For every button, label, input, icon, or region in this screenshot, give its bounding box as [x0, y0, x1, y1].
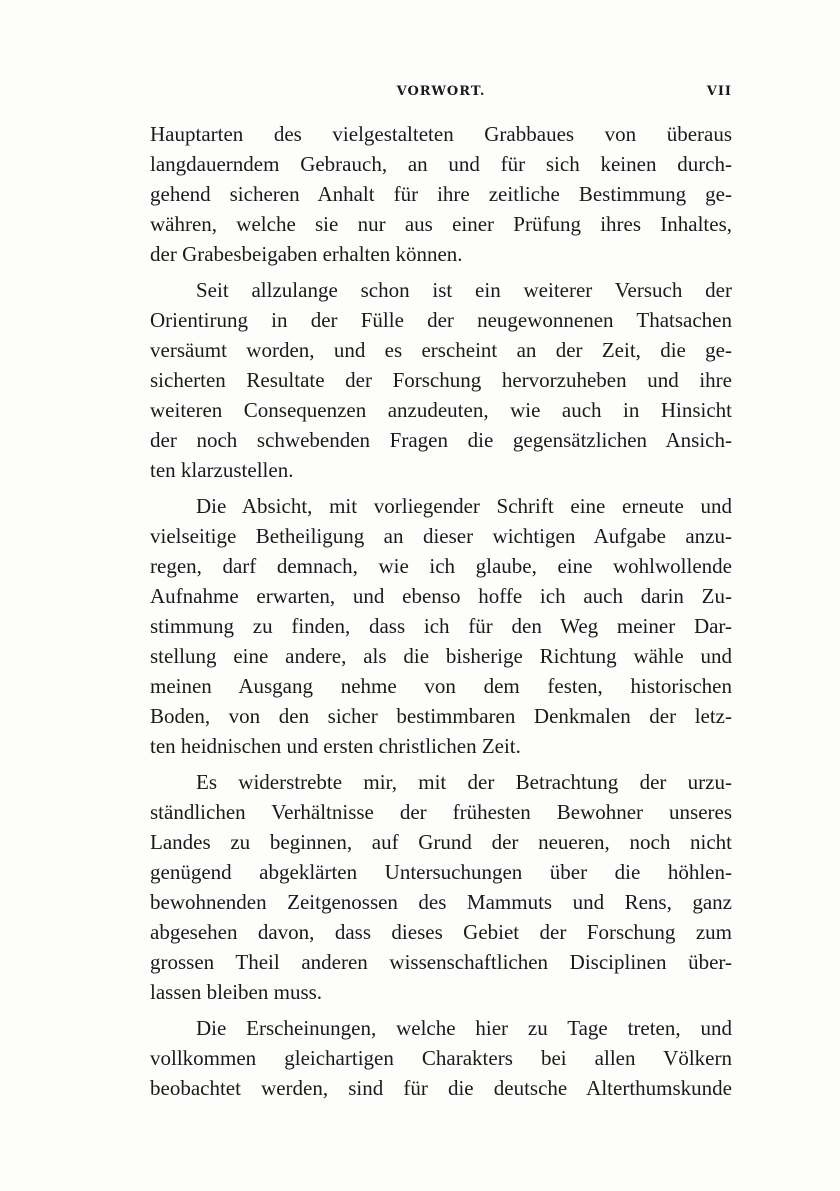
text-line: sicherten Resultate der Forschung hervorzuheben und ihre: [150, 368, 732, 392]
text-line: grossen Theil anderen wissenschaftlichen Disciplinen über-: [150, 950, 732, 974]
text-line: ten klarzustellen.: [150, 458, 294, 482]
text-line: Landes zu beginnen, auf Grund der neueren, noch nicht: [150, 830, 732, 854]
text-line: genügend abgeklärten Untersuchungen über die höhlen-: [150, 860, 732, 884]
running-header: [150, 84, 732, 106]
text-line: Boden, von den sicher bestimmbaren Denkmalen der letz-: [150, 704, 732, 728]
paragraph: [150, 491, 732, 761]
text-line: der Grabesbeigaben erhalten können.: [150, 242, 463, 266]
text-line: Orientirung in der Fülle der neugewonnenen Thatsachen: [150, 308, 732, 332]
text-line: stellung eine andere, als die bisherige Richtung wähle und: [150, 644, 732, 668]
text-line: vollkommen gleichartigen Charakters bei allen Völkern: [150, 1046, 732, 1070]
header-title: VORWORT.: [396, 84, 486, 99]
paragraph: [150, 767, 732, 1007]
paragraph: [150, 1013, 732, 1103]
text-line: stimmung zu finden, dass ich für den Weg meiner Dar-: [150, 614, 732, 638]
page-number: VII: [706, 84, 732, 99]
text-line: der noch schwebenden Fragen die gegensätzlichen Ansich-: [150, 428, 732, 452]
text-line: Seit allzulange schon ist ein weiterer Versuch der: [196, 278, 732, 302]
text-line: regen, darf demnach, wie ich glaube, eine wohlwollende: [150, 554, 732, 578]
text-line: währen, welche sie nur aus einer Prüfung ihres Inhaltes,: [150, 212, 732, 236]
text-line: bewohnenden Zeitgenossen des Mammuts und Rens, ganz: [150, 890, 732, 914]
text-line: beobachtet werden, sind für die deutsche Alterthumskunde: [150, 1076, 732, 1100]
paragraph: [150, 275, 732, 485]
text-line: Hauptarten des vielgestalteten Grabbaues von überaus: [150, 122, 732, 146]
text-line: versäumt worden, und es erscheint an der Zeit, die ge-: [150, 338, 732, 362]
paragraph: [150, 119, 732, 269]
text-line: langdauerndem Gebrauch, an und für sich keinen durch-: [150, 152, 732, 176]
text-line: ten heidnischen und ersten christlichen Zeit.: [150, 734, 521, 758]
text-line: abgesehen davon, dass dieses Gebiet der Forschung zum: [150, 920, 732, 944]
text-line: gehend sicheren Anhalt für ihre zeitliche Bestimmung ge-: [150, 182, 732, 206]
text-line: meinen Ausgang nehme von dem festen, historischen: [150, 674, 732, 698]
text-line: Aufnahme erwarten, und ebenso hoffe ich auch darin Zu-: [150, 584, 732, 608]
text-line: Es widerstrebte mir, mit der Betrachtung der urzu-: [196, 770, 732, 794]
text-line: Die Erscheinungen, welche hier zu Tage treten, und: [196, 1016, 732, 1040]
body-text: [150, 119, 732, 1103]
text-line: vielseitige Betheiligung an dieser wichtigen Aufgabe anzu-: [150, 524, 732, 548]
text-line: ständlichen Verhältnisse der frühesten Bewohner unseres: [150, 800, 732, 824]
text-line: lassen bleiben muss.: [150, 980, 323, 1004]
text-line: weiteren Consequenzen anzudeuten, wie auch in Hinsicht: [150, 398, 732, 422]
text-line: Die Absicht, mit vorliegender Schrift eine erneute und: [196, 494, 732, 518]
